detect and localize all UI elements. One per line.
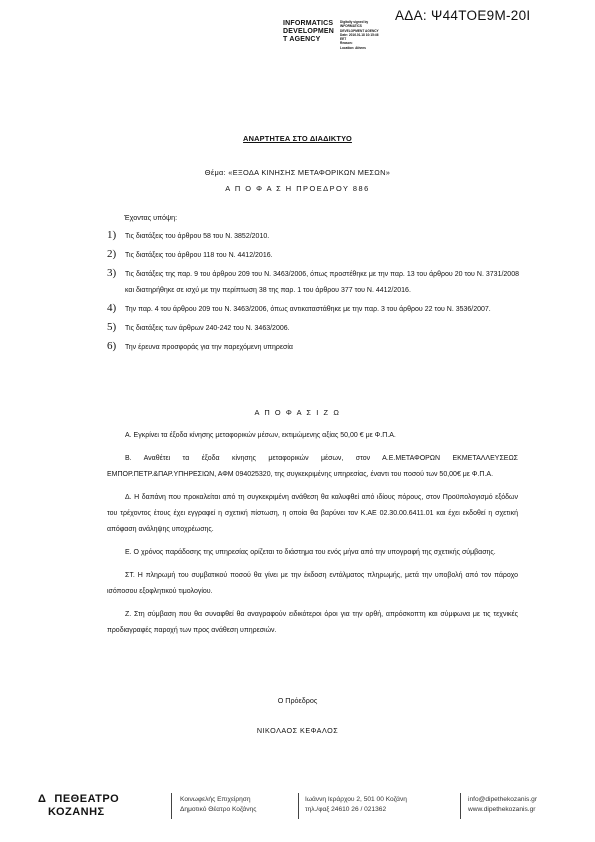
document-title: ΑΝΑΡΤΗΤΕΑ ΣΤΟ ΔΙΑΔΙΚΤΥΟ bbox=[243, 134, 352, 143]
document-subject: Θέμα: «ΕΞΟΔΑ ΚΙΝΗΣΗΣ ΜΕΤΑΦΟΡΙΚΩΝ ΜΕΣΩΝ» bbox=[204, 168, 391, 177]
president-name: ΝΙΚΟΛΑΟΣ ΚΕΦΑΛΟΣ bbox=[256, 726, 339, 735]
footer-organization: Κοινωφελής Επιχείρηση Δημοτικό Θέατρο Κοζάνης bbox=[180, 796, 257, 813]
footer-contact bbox=[468, 795, 537, 815]
digital-signature-stamp bbox=[283, 20, 379, 50]
decision-paragraph: Δ. Η δαπάνη που προκαλείται από τη συγκεκριμένη ανάθεση θα καλυφθεί από ιδίους πόρους, στον Προϋπολογισμό εξόδων του τρέχοντος έτους έχει εγγραφεί η σχετική πίστωση, η οποία θα βαρύνει τον Κ.ΑΕ 02.30.00.6411.01 και έχει εκδοθεί η σχετική απόφαση ανάληψης υποχρέωσης. bbox=[107, 494, 518, 533]
logo-line1: ΠΕΘΕΑΤΡΟ bbox=[54, 793, 120, 805]
footer bbox=[0, 791, 595, 831]
list-item: 3) Τις διατάξεις της παρ. 9 του άρθρου 209 του Ν. 3463/2006, όπως προστέθηκε με την παρ. 13 του άρθρου 20 του Ν. 3731/2008 και διατηρήθηκε σε ισχύ με την περίπτωση 38 της παρ. 1 του άρθρου 377 του Ν. 4412/2016. bbox=[107, 267, 519, 294]
signature-details: Digitally signed by INFORMATICS DEVELOPMENT AGENCY Date: 2016.01.18 10:15:46 EET Reason: Location: Athens bbox=[340, 20, 379, 50]
decision-paragraph: Β. Αναθέτει τα έξοδα κίνησης μεταφορικών μέσων, στον Α.Ε.ΜΕΤΑΦΟΡΩΝ ΕΚΜΕΤΑΛΛΕΥΣΕΩΣ ΕΜΠΟΡ.ΠΕΤΡ.&ΠΑΡ.ΥΠΗΡΕΣΙΩΝ, ΑΦΜ 094025320, της συγκεκριμένης υπηρεσίας, έναντι του ποσού των 50,00€ με Φ.Π.Α. bbox=[107, 455, 518, 478]
list-item: 4) Την παρ. 4 του άρθρου 209 του Ν. 3463/2006, όπως αντικαταστάθηκε με την παρ. 3 του άρθρου 22 του Ν. 3536/2007. bbox=[107, 302, 491, 314]
decision-heading: Α Π Ο Φ Α Σ Η ΠΡΟΕΔΡΟΥ 886 bbox=[225, 184, 370, 193]
footer-address: Ιωάννη Ιεράρχου 2, 501 00 Κοζάνη τηλ./φαξ 24610 26 / 021362 bbox=[305, 796, 407, 813]
logo-mark: Δ bbox=[38, 793, 47, 805]
considerations-list bbox=[107, 229, 519, 359]
list-item: 1) Τις διατάξεις του άρθρου 58 του Ν. 3852/2010. bbox=[107, 229, 270, 241]
decision-paragraph: Ε. Ο χρόνος παράδοσης της υπηρεσίας ορίζεται το διάστημα του ενός μήνα από την υπογραφή της σχετικής σύμβασης. bbox=[125, 549, 496, 556]
footer-divider bbox=[171, 793, 172, 819]
list-item: 2) Τις διατάξεις του άρθρου 118 του Ν. 4412/2016. bbox=[107, 248, 273, 260]
footer-divider bbox=[298, 793, 299, 819]
list-item: 5) Τις διατάξεις των άρθρων 240-242 του Ν. 3463/2006. bbox=[107, 321, 290, 333]
decision-paragraphs bbox=[107, 428, 518, 646]
president-label: Ο Πρόεδρος bbox=[277, 696, 318, 705]
footer-divider bbox=[460, 793, 461, 819]
decision-paragraph: Ζ. Στη σύμβαση που θα συναφθεί θα αναγραφούν ειδικότεροι όροι για την ορθή, απρόσκοπτη και σύμφωνα με τις τεχνικές προδιαγραφές παροχή των προς ανάθεση υπηρεσιών. bbox=[107, 611, 518, 634]
logo-line2: ΚΟΖΑΝΗΣ bbox=[48, 806, 105, 818]
theatre-logo bbox=[38, 793, 119, 819]
decision-paragraph: ΣΤ. Η πληρωμή του συμβατικού ποσού θα γίνει με την έκδοση εντάλματος πληρωμής, μετά την υποβολή από τον πάροχο ισόποσου εξοφλητικού τιμολογίου. bbox=[107, 572, 518, 595]
footer-website-link[interactable]: www.dipethekozanis.gr bbox=[468, 806, 536, 813]
decision-paragraph: Α. Εγκρίνει τα έξοδα κίνησης μεταφορικών μέσων, εκτιμώμενης αξίας 50,00 € με Φ.Π.Α. bbox=[125, 432, 396, 439]
signature-logo: INFORMATICS DEVELOPMEN T AGENCY bbox=[283, 20, 335, 43]
considerations-intro: Έχοντας υπόψη: bbox=[124, 213, 178, 222]
footer-email-link[interactable]: info@dipethekozanis.gr bbox=[468, 796, 538, 803]
list-item: 6) Την έρευνα προσφοράς για την παρεχόμενη υπηρεσία bbox=[107, 340, 293, 352]
decides-heading: Α Π Ο Φ Α Σ Ι Ζ Ω bbox=[254, 408, 341, 417]
ada-code: ΑΔΑ: Ψ44ΤΟΕ9Μ-20Ι bbox=[395, 8, 531, 23]
